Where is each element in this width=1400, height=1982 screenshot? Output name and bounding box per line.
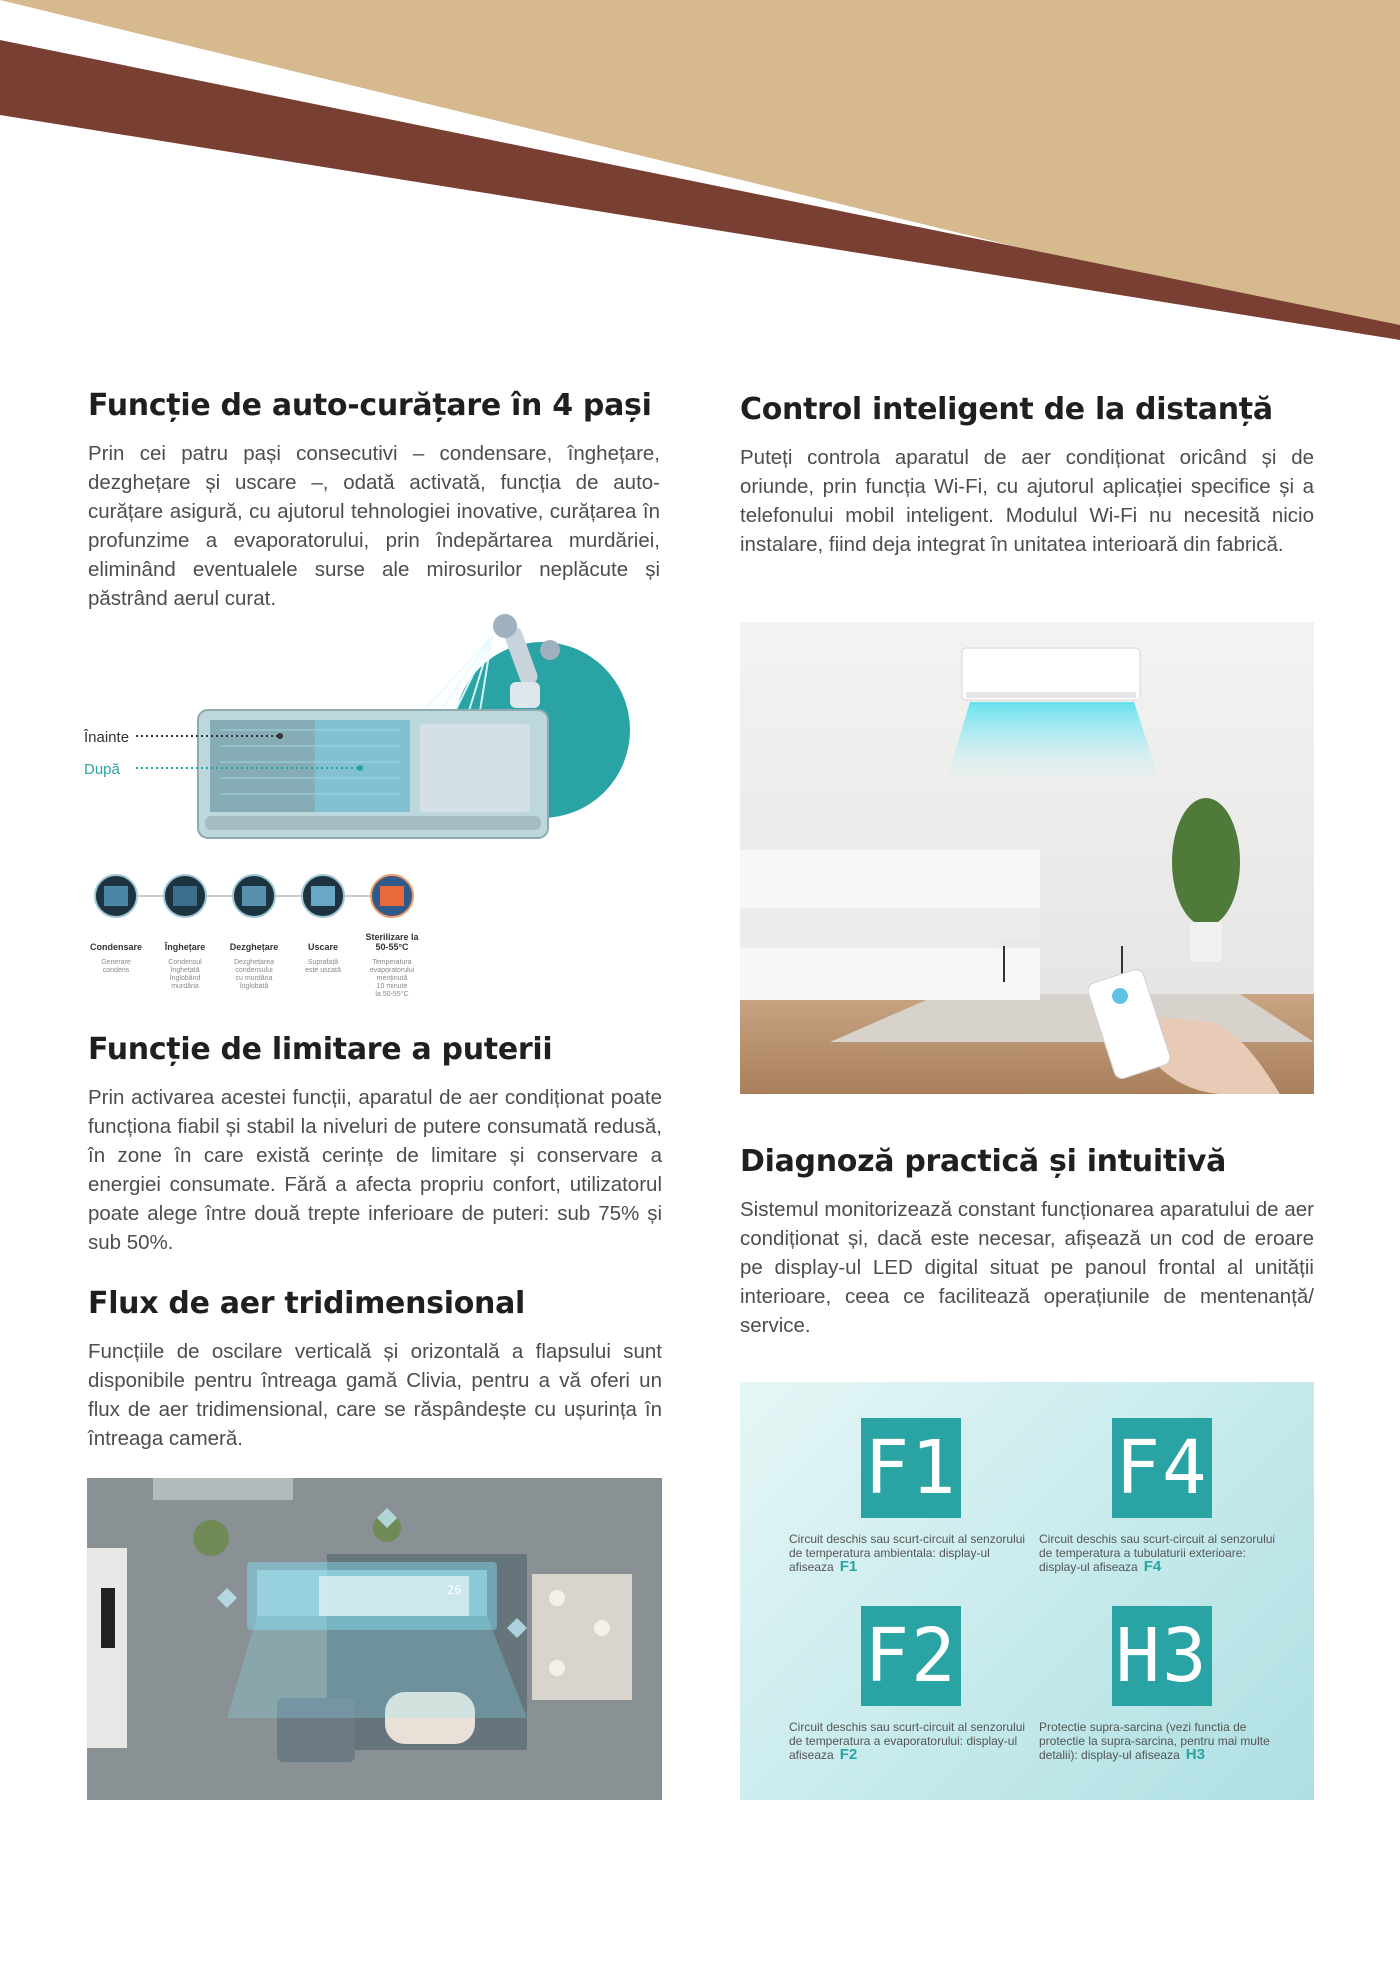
step-description: înghețată [170, 967, 200, 974]
step-description: cu murdăria [235, 975, 273, 982]
top-banner [0, 0, 1400, 340]
step-description: înglobată [239, 983, 269, 990]
after-label: După [84, 761, 120, 778]
airflow-3d-title: Flux de aer tridimensional [88, 1286, 526, 1321]
auto-clean-illustration [80, 606, 640, 1006]
auto-clean-body: Prin cei patru pași consecutivi – condensare, înghețare, dezghețare și uscare –, odată activată, funcția de auto-curățare asigură, cu ajutorul tehnologiei inovative, curățarea în profunzime a evaporatorului, prin îndepărtarea murdăriei, eliminând eventualele surse ale mirosurilor neplăcute și păstrând aerul curat. [88, 442, 660, 610]
step-uscare [302, 875, 344, 917]
ac-unit-cutaway-icon [198, 710, 548, 838]
error-desc-f4: Circuit deschis sau scurt-circuit al senzorului de temperatura a tubulaturii exterioare: display-ul afiseaza F4 [1039, 1532, 1276, 1575]
step-label: Înghețare [164, 942, 206, 952]
step-inghetare [164, 875, 206, 917]
living-room-photo [740, 622, 1314, 1094]
step-description: Temperatura [372, 959, 412, 966]
step-label: Dezghețare [229, 942, 279, 952]
error-code-tile-h3: H3 [1112, 1606, 1212, 1706]
step-description: Condensul [168, 959, 202, 966]
step-label: 50-55°C [375, 942, 409, 952]
step-label: Condensare [89, 942, 143, 952]
step-description: înglobând [169, 975, 201, 982]
airflow-3d-body: Funcțiile de oscilare verticală și orizontală a flapsului sunt disponibile pentru întreaga gamă Clivia, pentru a vă oferi un flux de aer tridimensional, care se răspândește cu ușurința în întreaga cameră. [88, 1340, 662, 1450]
step-sterilizare [371, 875, 413, 917]
step-label: Sterilizare la [365, 932, 419, 942]
section-auto-clean [88, 388, 660, 613]
power-limit-body: Prin activarea acestei funcții, aparatul de aer condiționat poate funcționa fiabil și stabil la niveluri de putere consumată redusă, în zone în care există cerințe de limitare și conservare a energiei consumate. Fără a afecta propriu confort, utilizatorul poate alege între două trepte inferioare de puteri: sub 75% și sub 50%. [88, 1086, 662, 1254]
error-code-tile-f4: F4 [1112, 1418, 1212, 1518]
section-power-limit [88, 1032, 662, 1257]
step-description: condens [102, 967, 130, 974]
diagnosis-body: Sistemul monitorizează constant funcționarea aparatului de aer condiționat și, dacă este necesar, afișează un cod de eroare pe display-ul LED digital situat pe panoul frontal al unității interioare, ceea ce facilitează operațiunile de mentenanță/ service. [740, 1198, 1314, 1337]
section-diagnosis [740, 1144, 1314, 1340]
auto-clean-title: Funcție de auto-curățare în 4 pași [88, 388, 652, 423]
remote-control-title: Control inteligent de la distanță [740, 392, 1273, 427]
before-label: Înainte [84, 729, 130, 746]
ac-unit-icon [319, 1576, 469, 1616]
plant-left [193, 1520, 229, 1556]
step-description: Dezghețarea [233, 959, 275, 966]
step-description: este uscată [305, 967, 341, 974]
step-description: la 50-55°C [375, 991, 409, 998]
section-remote-control [740, 392, 1314, 559]
remote-control-body: Puteți controla aparatul de aer condiționat oricând și de oriunde, prin funcția Wi-Fi, cu ajutorul aplicației specifice și a telefonului mobil inteligent. Modulul Wi-Fi nu necesită nicio instalare, fiind deja integrat în unitatea interioară din fabrică. [740, 446, 1314, 556]
cool-air-flow [946, 702, 1160, 782]
step-description: Generare [101, 959, 131, 966]
step-dezghetare [233, 875, 275, 917]
step-description: murdăria [171, 983, 199, 990]
section-airflow-3d [88, 1286, 662, 1453]
skylight [153, 1478, 293, 1500]
error-code-tile-f1: F1 [861, 1418, 961, 1518]
error-code-panel [740, 1382, 1314, 1800]
sofa-icon [740, 850, 1040, 1000]
error-code-tile-f2: F2 [861, 1606, 961, 1706]
error-desc-f2: Circuit deschis sau scurt-circuit al senzorului de temperatura a evaporatorului: display-ul afiseaza F2 [789, 1720, 1026, 1763]
step-description: 10 minute [376, 983, 408, 990]
wall-ac-unit-icon [962, 648, 1140, 700]
step-label: Uscare [307, 942, 339, 952]
step-description: menținută [376, 975, 408, 982]
step-condensare [95, 875, 137, 917]
dining-table [532, 1574, 632, 1700]
tv-screen [101, 1588, 115, 1648]
error-desc-h3: Protectie supra-sarcina (vezi functia de protectie la supra-sarcina, pentru mai multe detalii): display-ul afiseaza H3 [1039, 1720, 1270, 1763]
step-icons-row [95, 875, 413, 917]
error-desc-f1: Circuit deschis sau scurt-circuit al senzorului de temperatura ambientala: display-ul afiseaza F1 [789, 1532, 1026, 1575]
room-topview-photo [87, 1478, 662, 1800]
diagnosis-title: Diagnoză practică și intuitivă [740, 1144, 1227, 1179]
step-description: evaporatorului [369, 967, 415, 974]
power-limit-title: Funcție de limitare a puterii [88, 1032, 553, 1067]
step-description: Suprafață [307, 959, 339, 966]
step-description: condensului [235, 967, 273, 974]
ac-display-temp: 26 [447, 1583, 462, 1597]
